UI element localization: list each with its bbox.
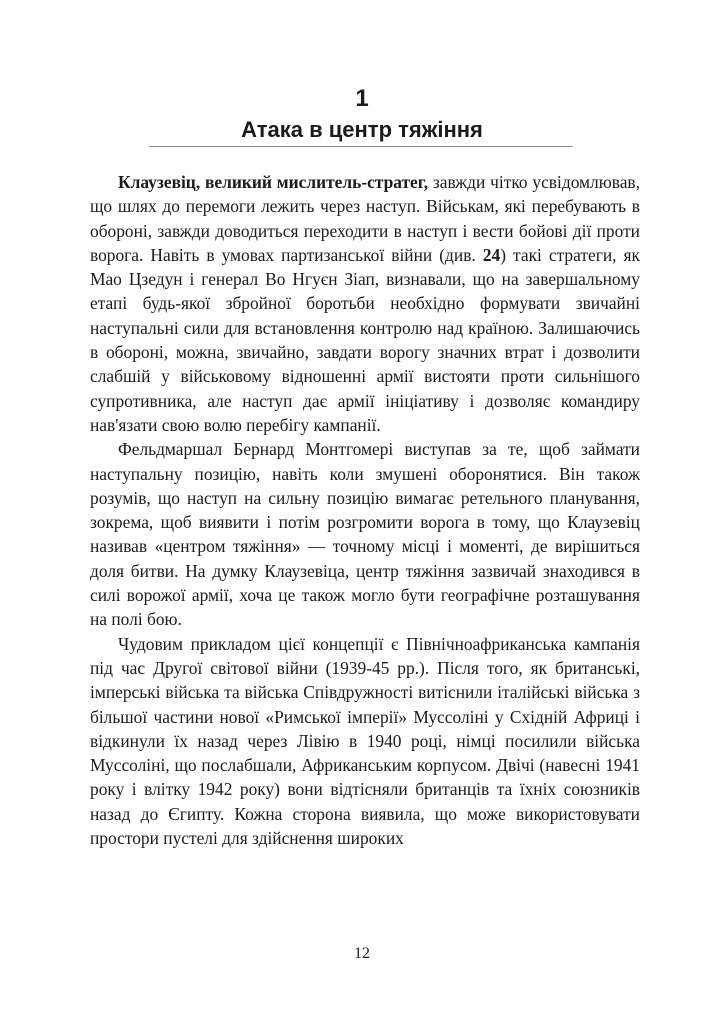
chapter-number: 1 [355,85,369,112]
page-number: 12 [354,945,370,962]
paragraph-1-text-b: ) такі стратеги, як Мао Цзедун і генерал Во Нгуєн Зіап, визнавали, що на завершальному етапі будь-якої збройної боротьби необхідно формувати звичайні наступальні сили для встановлення контролю над країною. Залишаючись в обороні, можна, звичайно, завдати ворогу значних втрат і дозволити слабшій у військовому відношенні армії вистояти проти сильнішого супротивника, але наступ дає армії ініціативу і дозволяє командиру нав'язати свою волю перебігу кампанії. [90,244,640,435]
paragraph-1-text-a: завжди чітко усвідомлював, що шлях до перемоги лежить через наступ. Військам, які перебувають в обороні, завжди доводиться переходити в наступ і вести бойові дії проти ворога. Навіть в умовах партизанської війни (див. [90,172,640,265]
chapter-title: Атака в центр тяжіння [241,117,483,142]
title-divider [149,146,573,147]
chapter-body [90,170,640,850]
cross-reference: 24 [482,244,501,265]
paragraph-1 [90,170,640,437]
paragraph-1-lead: Клаузевіц, великий мислитель-стратег, [118,172,429,192]
paragraph-3: Чудовим прикладом цієї концепції є Північноафриканська кампанія під час Другої світової війни (1939-45 рр.). Після того, як британські, імперські війська та війська Співдружності витіснили італійські війська з більшої частини нової «Римської імперії» Муссоліні у Східній Африці і відкинули їх назад через Лівію в 1940 році, німці посилили війська Муссоліні, що послабшали, Африканським корпусом. Двічі (навесні 1941 року і влітку 1942 року) вони відтісняли британців та їхніх союзників назад до Єгипту. Кожна сторона виявила, що може використовувати простори пустелі для здійснення широких [90,633,640,849]
paragraph-2: Фельдмаршал Бернард Монтгомері виступав за те, щоб займати наступальну позицію, навіть коли змушені оборонятися. Він також розумів, що наступ на сильну позицію вимагає ретельного планування, зокрема, щоб виявити і потім розгромити ворога в тому, що Клаузевіц називав «центром тяжіння» — точному місці і моменті, де вирішиться доля битви. На думку Клаузевіца, центр тяжіння зазвичай знаходився в силі ворожої армії, хоча це також могло бути географічне розташування на полі бою. [90,439,640,630]
